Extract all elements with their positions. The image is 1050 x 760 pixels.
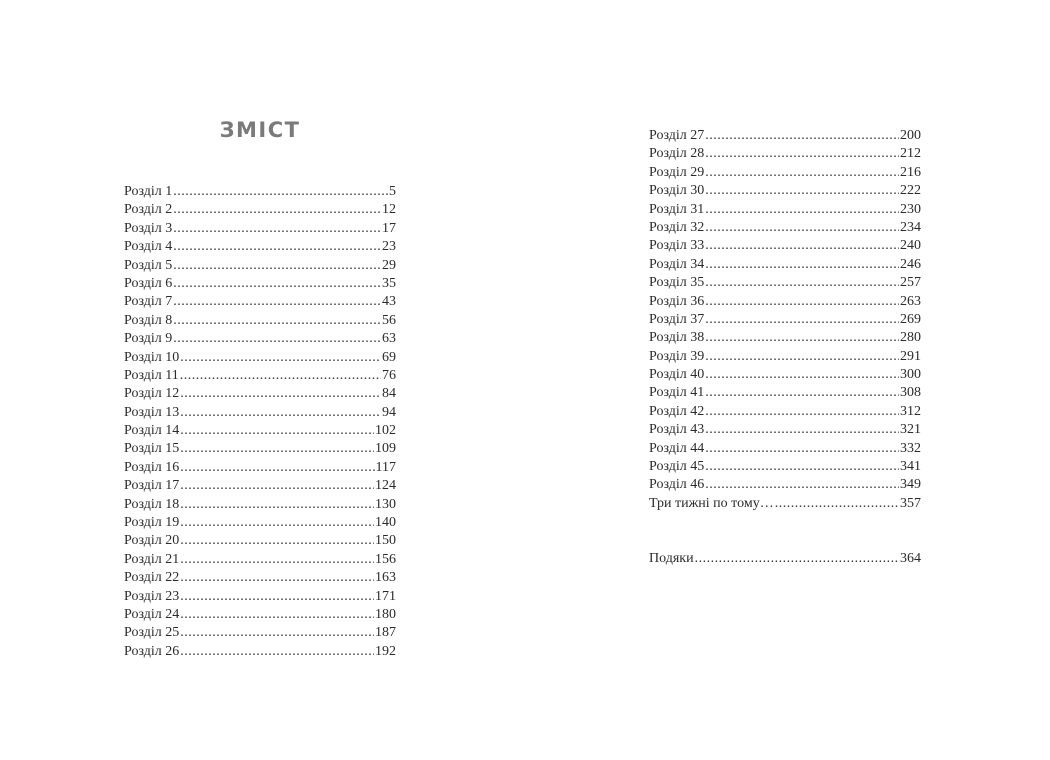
toc-entry-label: Розділ 15 [124, 441, 180, 457]
toc-entry [124, 606, 396, 624]
toc-dot-leader [180, 477, 374, 495]
toc-entry-page-number: 117 [375, 459, 396, 475]
toc-entry-label: Розділ 16 [124, 459, 180, 475]
toc-dot-leader [705, 201, 899, 219]
toc-entry-page-number: 29 [382, 257, 396, 273]
toc-entry-label: Розділ 17 [124, 478, 180, 494]
toc-dot-leader [173, 201, 381, 219]
toc-entry-label: Розділ 3 [124, 220, 173, 236]
toc-entry [649, 164, 921, 182]
toc-entry-label: Розділ 46 [649, 477, 705, 493]
toc-dot-leader [705, 421, 899, 439]
toc-entry [649, 550, 921, 568]
toc-entry-page-number: 180 [375, 606, 396, 622]
toc-entry-page-number: 280 [900, 330, 921, 346]
toc-entry-label: Розділ 39 [649, 348, 705, 364]
toc-dot-leader [180, 606, 374, 624]
toc-entry-label: Розділ 22 [124, 570, 180, 586]
toc-entry [649, 219, 921, 237]
toc-entry-label: Розділ 29 [649, 164, 705, 180]
toc-dot-leader [705, 348, 899, 366]
toc-entry [124, 459, 396, 477]
toc-entry [124, 367, 396, 385]
toc-dot-leader [180, 514, 374, 532]
toc-entry-page-number: 102 [375, 423, 396, 439]
toc-entry-page-number: 312 [900, 403, 921, 419]
toc-entry-label: Розділ 43 [649, 422, 705, 438]
toc-dot-leader [705, 476, 899, 494]
toc-entry-page-number: 43 [382, 294, 396, 310]
toc-dot-leader [705, 440, 899, 458]
toc-entry-page-number: 364 [900, 551, 921, 566]
toc-entry-page-number: 17 [382, 220, 396, 236]
toc-entry-page-number: 234 [900, 219, 921, 235]
toc-entry [649, 311, 921, 329]
toc-list-left [124, 183, 396, 661]
toc-entry-label: Розділ 7 [124, 294, 173, 310]
toc-dot-leader [705, 403, 899, 421]
toc-entry-label: Розділ 1 [124, 184, 173, 199]
toc-entry-label: Розділ 4 [124, 239, 173, 255]
toc-entry-page-number: 109 [375, 441, 396, 457]
toc-dot-leader [705, 384, 899, 402]
toc-dot-leader [180, 459, 374, 477]
toc-entry-label: Розділ 21 [124, 551, 180, 567]
toc-entry [124, 514, 396, 532]
toc-dot-leader [180, 588, 374, 606]
toc-entry [124, 183, 396, 201]
toc-dot-leader [173, 330, 381, 348]
toc-list-right [649, 127, 921, 568]
toc-entry [649, 329, 921, 347]
toc-dot-leader [173, 257, 381, 275]
toc-entry [124, 551, 396, 569]
toc-entry-label: Розділ 19 [124, 515, 180, 531]
toc-entry-page-number: 212 [900, 146, 921, 162]
toc-dot-leader [705, 164, 899, 182]
toc-dot-leader [180, 643, 374, 661]
toc-entry-page-number: 84 [382, 386, 396, 402]
toc-dot-leader [173, 293, 381, 311]
toc-entry-page-number: 230 [900, 201, 921, 217]
toc-dot-leader [180, 440, 374, 458]
toc-entry-page-number: 140 [375, 515, 396, 531]
toc-entry-label: Розділ 40 [649, 367, 705, 383]
toc-entry-label: Розділ 23 [124, 588, 180, 604]
toc-entry-label: Розділ 38 [649, 330, 705, 346]
toc-entry-label: Розділ 9 [124, 331, 173, 347]
toc-dot-leader [705, 127, 899, 145]
toc-dot-leader [705, 237, 899, 255]
toc-dot-leader [173, 220, 381, 238]
toc-entry-label: Розділ 8 [124, 312, 173, 328]
toc-dot-leader [705, 366, 899, 384]
toc-dot-leader [180, 385, 381, 403]
toc-entry-page-number: 222 [900, 183, 921, 199]
toc-dot-leader [180, 367, 381, 385]
toc-entry [649, 403, 921, 421]
toc-entry-label: Розділ 10 [124, 349, 180, 365]
toc-entry [124, 201, 396, 219]
toc-entry [124, 404, 396, 422]
toc-entry [649, 182, 921, 200]
toc-entry-page-number: 56 [382, 312, 396, 328]
toc-entry-label: Розділ 2 [124, 202, 173, 218]
toc-entry [649, 458, 921, 476]
toc-entry-label: Розділ 31 [649, 201, 705, 217]
toc-entry-label: Розділ 26 [124, 643, 180, 659]
toc-entry-label: Розділ 13 [124, 404, 180, 420]
toc-entry-page-number: 308 [900, 385, 921, 401]
toc-entry [649, 274, 921, 292]
toc-dot-leader [173, 238, 381, 256]
toc-dot-leader [180, 349, 381, 367]
toc-entry [124, 569, 396, 587]
toc-dot-leader [705, 293, 899, 311]
toc-entry [124, 312, 396, 330]
toc-dot-leader [180, 624, 374, 642]
toc-entry [124, 532, 396, 550]
toc-entry-page-number: 192 [375, 643, 396, 659]
toc-entry-page-number: 263 [900, 293, 921, 309]
toc-entry-label: Розділ 20 [124, 533, 180, 549]
toc-dot-leader [180, 532, 374, 550]
toc-entry-label: Розділ 11 [124, 367, 179, 383]
toc-entry [124, 440, 396, 458]
toc-entry [124, 293, 396, 311]
toc-entry-page-number: 321 [900, 422, 921, 438]
toc-entry [124, 257, 396, 275]
toc-dot-leader [173, 275, 381, 293]
toc-entry-page-number: 12 [382, 202, 396, 218]
toc-dot-leader [705, 256, 899, 274]
toc-entry-label: Розділ 45 [649, 459, 705, 475]
right-page [525, 0, 1050, 760]
toc-entry-page-number: 35 [382, 275, 396, 291]
toc-dot-leader [180, 404, 381, 422]
toc-entry-label: Подяки [649, 551, 694, 566]
toc-entry [124, 349, 396, 367]
toc-dot-leader [180, 569, 374, 587]
toc-entry-page-number: 23 [382, 239, 396, 255]
toc-entry-page-number: 69 [382, 349, 396, 365]
toc-entry-page-number: 246 [900, 256, 921, 272]
toc-entry-label: Розділ 28 [649, 146, 705, 162]
toc-dot-leader [705, 145, 899, 163]
toc-entry [124, 220, 396, 238]
toc-entry-page-number: 200 [900, 128, 921, 143]
toc-entry-label: Розділ 27 [649, 128, 705, 143]
toc-entry-label: Розділ 41 [649, 385, 705, 401]
toc-entry-label: Розділ 37 [649, 311, 705, 327]
toc-entry-page-number: 124 [375, 478, 396, 494]
toc-entry-page-number: 150 [375, 533, 396, 549]
toc-entry-page-number: 269 [900, 311, 921, 327]
toc-entry-page-number: 63 [382, 331, 396, 347]
toc-entry [124, 496, 396, 514]
toc-entry [649, 421, 921, 439]
toc-entry [649, 145, 921, 163]
toc-entry-label: Розділ 42 [649, 403, 705, 419]
toc-dot-leader [705, 219, 899, 237]
toc-entry-label: Розділ 18 [124, 496, 180, 512]
toc-entry-label: Розділ 34 [649, 256, 705, 272]
toc-entry [124, 385, 396, 403]
toc-entry-label: Розділ 33 [649, 238, 705, 254]
toc-entry [649, 237, 921, 255]
toc-entry-page-number: 349 [900, 477, 921, 493]
toc-entry [649, 201, 921, 219]
toc-entry [649, 366, 921, 384]
toc-entry-label: Розділ 32 [649, 219, 705, 235]
toc-entry-page-number: 130 [375, 496, 396, 512]
toc-dot-leader [180, 422, 374, 440]
toc-entry-label: Розділ 44 [649, 440, 705, 456]
toc-entry-page-number: 94 [382, 404, 396, 420]
toc-entry-label: Три тижні по тому… [649, 495, 774, 511]
toc-entry-label: Розділ 5 [124, 257, 173, 273]
toc-dot-leader [705, 329, 899, 347]
toc-entry-page-number: 76 [382, 367, 396, 383]
toc-entry [649, 256, 921, 274]
toc-entry [124, 588, 396, 606]
toc-dot-leader [705, 182, 899, 200]
toc-entry-label: Розділ 24 [124, 606, 180, 622]
toc-entry [649, 476, 921, 494]
toc-entry-page-number: 341 [900, 459, 921, 475]
toc-entry-label: Розділ 36 [649, 293, 705, 309]
toc-entry [649, 495, 921, 513]
toc-dot-leader [173, 183, 388, 201]
toc-entry [124, 330, 396, 348]
toc-entry-label: Розділ 12 [124, 386, 180, 402]
toc-entry [124, 422, 396, 440]
toc-entry-label: Розділ 6 [124, 275, 173, 291]
toc-entry-page-number: 332 [900, 440, 921, 456]
toc-entry-page-number: 357 [900, 495, 921, 511]
toc-entry [649, 293, 921, 311]
toc-entry-page-number: 5 [389, 184, 396, 199]
toc-dot-leader [705, 311, 899, 329]
toc-dot-leader [705, 458, 899, 476]
toc-entry-page-number: 291 [900, 348, 921, 364]
toc-entry [649, 440, 921, 458]
toc-entry [124, 624, 396, 642]
toc-entry [649, 127, 921, 145]
toc-dot-leader [705, 274, 899, 292]
toc-entry-page-number: 187 [375, 625, 396, 641]
toc-dot-leader [695, 550, 899, 568]
contents-title: ЗМІСТ [219, 118, 301, 142]
toc-entry [124, 477, 396, 495]
toc-entry-page-number: 300 [900, 367, 921, 383]
toc-entry-label: Розділ 25 [124, 625, 180, 641]
toc-entry [124, 238, 396, 256]
toc-dot-leader [180, 496, 374, 514]
toc-entry [649, 384, 921, 402]
toc-entry-label: Розділ 30 [649, 183, 705, 199]
toc-entry-page-number: 156 [375, 551, 396, 567]
toc-dot-leader [180, 551, 374, 569]
toc-entry-label: Розділ 35 [649, 275, 705, 291]
toc-entry-label: Розділ 14 [124, 423, 180, 439]
toc-entry [124, 275, 396, 293]
toc-entry [649, 348, 921, 366]
toc-dot-leader [173, 312, 381, 330]
toc-entry-page-number: 216 [900, 164, 921, 180]
toc-dot-leader [775, 495, 899, 513]
toc-entry-page-number: 171 [375, 588, 396, 604]
toc-entry [124, 643, 396, 661]
toc-entry-page-number: 257 [900, 275, 921, 291]
toc-entry-page-number: 240 [900, 238, 921, 254]
toc-entry-page-number: 163 [375, 570, 396, 586]
